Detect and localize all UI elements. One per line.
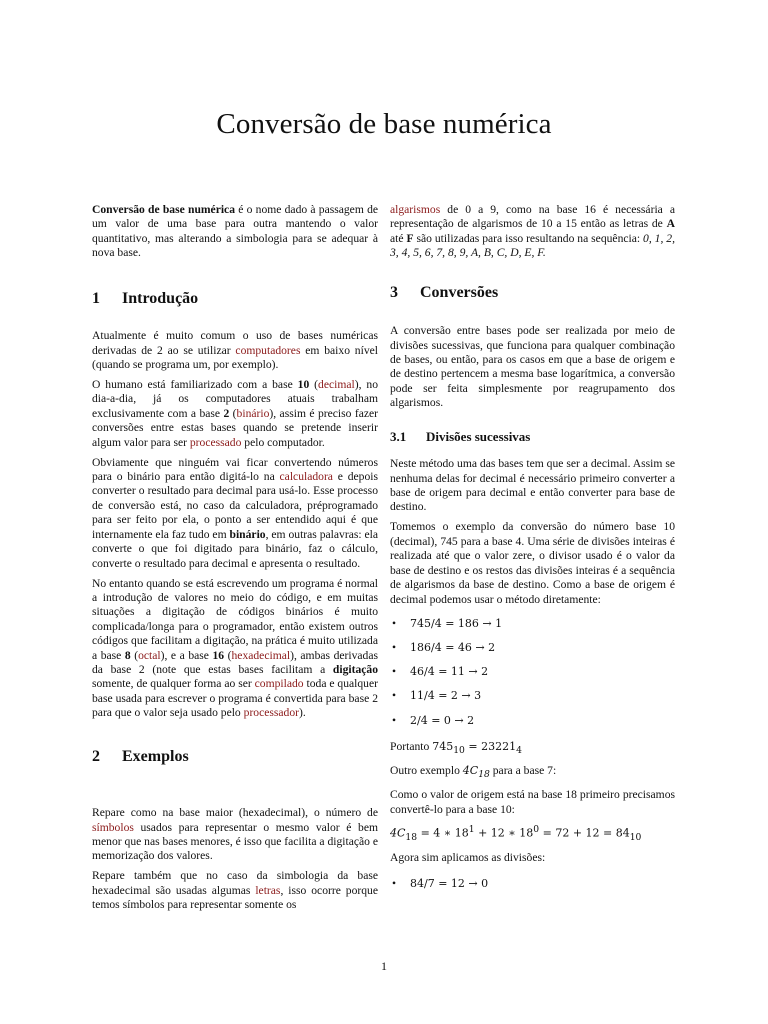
link-octal[interactable]: octal	[138, 648, 161, 662]
intro-paragraph-2: O humano está familiarizado com a base 10 (decimal), no dia-a-dia, já os computadores atuais trabalham exclusivamente com a base 2 (binário), assim é preciso fazer conversões entre estas bases quando se pretende inserir algum valor para ser processado pelo computador.	[92, 378, 378, 449]
list-item: • 84/7 = 12 → 0	[392, 876, 489, 890]
divisions-paragraph-3: Como o valor de origem está na base 18 primeiro precisamos convertê-lo para a base 10:	[390, 788, 675, 816]
spacer	[390, 446, 675, 457]
link-processado[interactable]: processado	[189, 435, 242, 449]
section-heading-introducao: 1 Introdução	[92, 290, 199, 308]
divisions-paragraph-1: Neste método uma das bases tem que ser a decimal. Assim se nenhuma delas for decimal é necessário primeiro converter a base de origem para decimal e então converter para base de destino.	[390, 457, 675, 514]
section-heading-exemplos: 2 Exemplos	[92, 748, 189, 766]
examples-paragraph-2-continued: algarismos de 0 a 9, como na base 16 é necessária a representação de algarismos de 10 a 15 então as letras de A até F são utilizadas para isso resultando na sequência: 0, 1, 2, 3, 4, 5, 6, 7, 8, 9, A, B, C, D, E, F.	[390, 203, 675, 260]
intro-paragraph: Conversão de base numérica é o nome dado à passagem de um valor de uma base para outra mantendo o valor quantitativo, mas alterando a simbologia para se adequar à nova base.	[92, 203, 379, 260]
another-example-line: Outro exemplo $4C_{18}$ para a base 7:	[390, 764, 557, 781]
list-item: • 11/4 = 2 → 3	[392, 689, 482, 703]
spacer	[92, 266, 378, 292]
link-calculadora[interactable]: calculadora	[279, 470, 333, 484]
intro-bold-term: Conversão de base numérica	[92, 203, 236, 216]
list-item: • 46/4 = 11 → 2	[392, 665, 489, 679]
link-processador[interactable]: processador	[243, 706, 300, 720]
conversions-paragraph: A conversão entre bases pode ser realizada por meio de divisões sucessivas, que funciona para qualquer combinação de bases, ou então, para os casos em que a base de origem e de destino pertencem a mesma base logarítmica, a conversão pode ser feita simplesmente por reagrupamento dos algarismos.	[390, 324, 675, 410]
result-line: Portanto $745_{10} = 23221_4$	[390, 739, 522, 757]
page-title: Conversão de base numérica	[216, 108, 552, 140]
divisions-paragraph-2: Tomemos o exemplo da conversão do número base 10 (decimal), 745 para a base 4. Uma série de divisões inteiras é realizada até que o valor zere, o divisor usado é o valor da base de destino e os restos das divisões inteiras é a sequência de algarismos da base de destino. Como a base de origem é decimal podemos usar o método diretamente:	[390, 520, 675, 606]
right-column	[390, 203, 675, 901]
division-list	[390, 617, 675, 738]
examples-paragraph-1: Repare como na base maior (hexadecimal), o número de símbolos usados para representar o mesmo valor é bem menor que nas bases menores, é isso que facilita a digitação e memorização dos valores.	[92, 806, 378, 863]
divisions-paragraph-4: Agora sim aplicamos as divisões:	[390, 850, 546, 864]
intro-paragraph-1: Atualmente é muito comum o uso de bases numéricas derivadas de 2 ao se utilizar computadores em baixo nível (quando se programa um, por exemplo).	[92, 329, 378, 372]
list-item: • 186/4 = 46 → 2	[392, 640, 496, 654]
spacer	[390, 306, 675, 324]
page-number: 1	[381, 959, 387, 973]
list-item: • 745/4 = 186 → 1	[392, 616, 503, 630]
link-simbolos[interactable]: símbolos	[92, 820, 134, 834]
intro-paragraph-3: Obviamente que ninguém vai ficar convertendo números para o binário para então digitá-lo na calculadora e depois converter o resultado para decimal para usá-lo. Esse processo de conversão está, no caso da calculadora, préprogramado para ser feito por ela, o ponto a ser entendido aqui é que internamente ela faz tudo em binário, em outras palavras: ela converte o que foi digitado para binário, faz o cálculo, converte o resultado para decimal e apresenta o resultado.	[92, 455, 379, 570]
subsection-heading-divisoes: 3.1 Divisões sucessivas	[390, 429, 531, 445]
conversion-equation: $4C_{18} = 4$ ∗ $18^1 + 12$ ∗ $18^0 = 72 + 12 = 84_{10}$	[390, 823, 642, 843]
division-list-2	[390, 877, 675, 901]
link-decimal[interactable]: decimal	[318, 378, 355, 392]
examples-paragraph-2-start: Repare também que no caso da simbologia da base hexadecimal são usadas algumas letras, isso ocorre porque temos símbolos para representar somente os	[92, 869, 378, 912]
spacer	[92, 726, 378, 750]
link-algarismos[interactable]: algarismos	[390, 203, 441, 216]
intro-paragraph-4: No entanto quando se está escrevendo um programa é normal a introdução de valores no meio do código, e em muitas situações a digitação de códigos binários é muito complicada/longa para o programador, então existem outros códigos que facilitam a digitação, na prática é muito utilizada a base 8 (octal), e a base 16 (hexadecimal), ambas derivadas da base 2 (note que estas bases facilitam a digitação somente, de qualquer forma ao ser compilado toda e qualquer base usada para escrever o programa é convertida para base 2 para que o valor seja usado pelo processador).	[92, 576, 378, 720]
section-heading-conversoes: 3 Conversões	[390, 284, 499, 302]
link-hexadecimal[interactable]: hexadecimal	[231, 648, 291, 662]
left-column	[92, 203, 378, 918]
link-computadores[interactable]: computadores	[235, 343, 301, 357]
list-item: • 2/4 = 0 → 2	[392, 713, 475, 727]
spacer	[92, 770, 378, 806]
link-binario[interactable]: binário	[236, 406, 270, 420]
spacer	[390, 266, 675, 286]
link-letras[interactable]: letras	[255, 883, 281, 897]
link-compilado[interactable]: compilado	[254, 677, 304, 691]
spacer	[390, 416, 675, 430]
spacer	[92, 312, 378, 329]
